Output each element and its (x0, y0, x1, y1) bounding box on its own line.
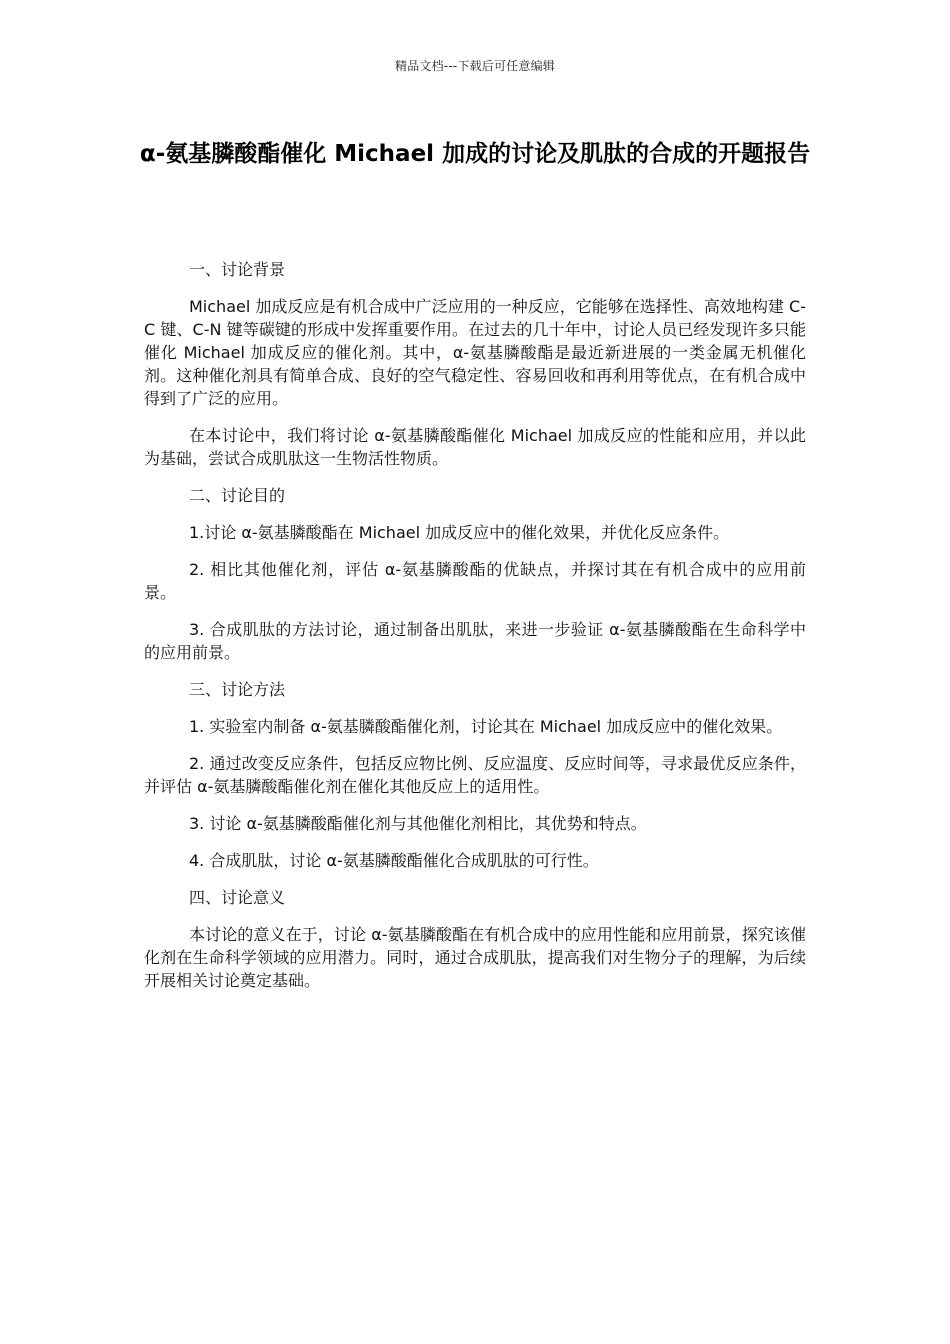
section-methods (144, 678, 806, 872)
section-heading: 三、讨论方法 (189, 680, 286, 699)
list-item: 4. 合成肌肽，讨论 α-氨基膦酸酯催化合成肌肽的可行性。 (189, 851, 599, 870)
list-item: 3. 讨论 α-氨基膦酸酯催化剂与其他催化剂相比，其优势和特点。 (189, 814, 647, 833)
section-purpose (144, 484, 806, 664)
list-item: 3. 合成肌肽的方法讨论，通过制备出肌肽，来进一步验证 α-氨基膦酸酯在生命科学中的应用前景。 (144, 620, 806, 662)
section-heading: 二、讨论目的 (189, 486, 286, 505)
list-item: 2. 相比其他催化剂，评估 α-氨基膦酸酯的优缺点，并探讨其在有机合成中的应用前景。 (144, 560, 806, 602)
document-body (144, 258, 806, 1006)
document-title: α-氨基膦酸酯催化 Michael 加成的讨论及肌肽的合成的开题报告 (139, 141, 811, 167)
paragraph: 本讨论的意义在于，讨论 α-氨基膦酸酯在有机合成中的应用性能和应用前景，探究该催化剂在生命科学领域的应用潜力。同时，通过合成肌肽，提高我们对生物分子的理解，为后续开展相关讨论奠定基础。 (144, 925, 806, 990)
header-note: 精品文档---下载后可任意编辑 (395, 59, 555, 73)
list-item: 1. 实验室内制备 α-氨基膦酸酯催化剂，讨论其在 Michael 加成反应中的催化效果。 (189, 717, 783, 736)
section-background (144, 258, 806, 470)
section-heading: 一、讨论背景 (189, 260, 286, 279)
list-item: 2. 通过改变反应条件，包括反应物比例、反应温度、反应时间等，寻求最优反应条件，并评估 α-氨基膦酸酯催化剂在催化其他反应上的适用性。 (144, 754, 806, 796)
paragraph: Michael 加成反应是有机合成中广泛应用的一种反应，它能够在选择性、高效地构建 C-C 键、C-N 键等碳键的形成中发挥重要作用。在过去的几十年中，讨论人员已经发现许多只能催化 Michael 加成反应的催化剂。其中，α-氨基膦酸酯是最近新进展的一类金属无机催化剂。这种催化剂具有简单合成、良好的空气稳定性、容易回收和再利用等优点，在有机合成中得到了广泛的应用。 (144, 297, 806, 408)
paragraph: 在本讨论中，我们将讨论 α-氨基膦酸酯催化 Michael 加成反应的性能和应用，并以此为基础，尝试合成肌肽这一生物活性物质。 (144, 426, 806, 468)
list-item: 1.讨论 α-氨基膦酸酯在 Michael 加成反应中的催化效果，并优化反应条件。 (189, 523, 730, 542)
section-significance (144, 886, 806, 992)
section-heading: 四、讨论意义 (189, 888, 286, 907)
